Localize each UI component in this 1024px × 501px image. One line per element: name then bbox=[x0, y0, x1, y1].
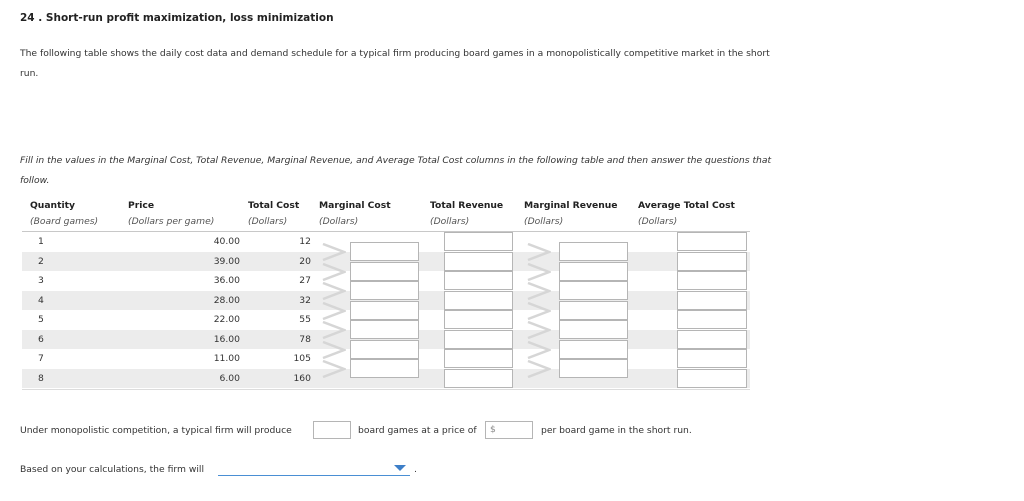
bracket-arrow-icon bbox=[322, 341, 346, 359]
total-cost-cell: 20 bbox=[299, 255, 311, 267]
instructions-text: Fill in the values in the Marginal Cost, Total Revenue, Marginal Revenue, and Average Total Cost columns in the following table and then answer the questions that follow. bbox=[20, 155, 772, 186]
total-revenue-input-2[interactable] bbox=[444, 252, 513, 271]
quantity-answer-input[interactable] bbox=[313, 421, 351, 439]
header-total-revenue-unit: (Dollars) bbox=[430, 216, 470, 227]
marginal-revenue-input-5[interactable] bbox=[559, 301, 628, 320]
quantity-cell: 8 bbox=[38, 372, 44, 384]
header-quantity: Quantity bbox=[30, 200, 76, 211]
dollar-sign: $ bbox=[490, 424, 496, 435]
total-cost-cell: 12 bbox=[299, 236, 311, 247]
price-cell: 36.00 bbox=[213, 275, 240, 286]
question1-prefix: Under monopolistic competition, a typical firm will produce bbox=[20, 425, 292, 436]
total-revenue-input-3[interactable] bbox=[444, 271, 513, 290]
marginal-revenue-input-8[interactable] bbox=[559, 359, 628, 378]
cost-table bbox=[22, 198, 750, 390]
price-cell: 11.00 bbox=[213, 353, 240, 364]
header-marginal-cost-unit: (Dollars) bbox=[319, 216, 359, 227]
price-cell: 16.00 bbox=[213, 333, 240, 345]
average-total-cost-input-6[interactable] bbox=[677, 330, 747, 349]
marginal-cost-input-7[interactable] bbox=[350, 340, 419, 359]
marginal-revenue-input-6[interactable] bbox=[559, 320, 628, 339]
marginal-cost-input-4[interactable] bbox=[350, 281, 419, 300]
marginal-revenue-input-7[interactable] bbox=[559, 340, 628, 359]
marginal-revenue-input-4[interactable] bbox=[559, 281, 628, 300]
total-revenue-input-6[interactable] bbox=[444, 330, 513, 349]
bracket-arrow-icon bbox=[527, 302, 551, 320]
question1-middle: board games at a price of bbox=[358, 425, 477, 436]
marginal-cost-input-8[interactable] bbox=[350, 359, 419, 378]
bracket-arrow-icon bbox=[527, 282, 551, 300]
intro-text: The following table shows the daily cost data and demand schedule for a typical firm producing board games in a monopolistically competitive market in the short run. bbox=[20, 48, 770, 79]
header-marginal-revenue-unit: (Dollars) bbox=[524, 216, 564, 227]
marginal-cost-input-3[interactable] bbox=[350, 262, 419, 281]
quantity-cell: 4 bbox=[38, 294, 44, 306]
total-revenue-input-1[interactable] bbox=[444, 232, 513, 251]
marginal-revenue-input-2[interactable] bbox=[559, 242, 628, 261]
total-cost-cell: 78 bbox=[299, 333, 311, 345]
total-cost-cell: 55 bbox=[299, 314, 311, 325]
question2-prefix: Based on your calculations, the firm will bbox=[20, 464, 205, 475]
average-total-cost-input-4[interactable] bbox=[677, 291, 747, 310]
total-revenue-input-5[interactable] bbox=[444, 310, 513, 329]
header-marginal-cost: Marginal Cost bbox=[319, 200, 391, 211]
bracket-arrow-icon bbox=[527, 360, 551, 378]
marginal-cost-input-5[interactable] bbox=[350, 301, 419, 320]
chevron-down-icon[interactable] bbox=[394, 465, 406, 471]
outcome-dropdown[interactable] bbox=[218, 459, 410, 476]
table-bottom-border bbox=[22, 389, 750, 390]
question2-period: . bbox=[414, 464, 417, 475]
header-total-cost-unit: (Dollars) bbox=[248, 216, 288, 227]
total-revenue-input-4[interactable] bbox=[444, 291, 513, 310]
bracket-arrow-icon bbox=[322, 243, 346, 261]
bracket-arrow-icon bbox=[527, 341, 551, 359]
bracket-arrow-icon bbox=[322, 321, 346, 339]
bracket-arrow-icon bbox=[322, 282, 346, 300]
average-total-cost-input-7[interactable] bbox=[677, 349, 747, 368]
header-average-total-cost: Average Total Cost bbox=[638, 200, 735, 211]
total-cost-cell: 160 bbox=[293, 372, 311, 384]
average-total-cost-input-8[interactable] bbox=[677, 369, 747, 388]
header-average-total-cost-unit: (Dollars) bbox=[638, 216, 678, 227]
average-total-cost-input-5[interactable] bbox=[677, 310, 747, 329]
marginal-revenue-input-3[interactable] bbox=[559, 262, 628, 281]
header-quantity-unit: (Board games) bbox=[30, 216, 99, 227]
header-total-cost: Total Cost bbox=[248, 200, 300, 211]
bracket-arrow-icon bbox=[322, 360, 346, 378]
bracket-arrow-icon bbox=[527, 321, 551, 339]
total-cost-cell: 105 bbox=[293, 353, 311, 364]
quantity-cell: 7 bbox=[38, 353, 44, 364]
bracket-arrow-icon bbox=[527, 263, 551, 281]
price-cell: 39.00 bbox=[213, 255, 240, 267]
total-revenue-input-7[interactable] bbox=[444, 349, 513, 368]
header-price-unit: (Dollars per game) bbox=[128, 216, 215, 227]
bracket-arrow-icon bbox=[322, 263, 346, 281]
total-cost-cell: 32 bbox=[299, 294, 311, 306]
average-total-cost-input-1[interactable] bbox=[677, 232, 747, 251]
price-cell: 22.00 bbox=[213, 314, 240, 325]
bracket-arrow-icon bbox=[527, 243, 551, 261]
header-total-revenue: Total Revenue bbox=[430, 200, 504, 211]
average-total-cost-input-2[interactable] bbox=[677, 252, 747, 271]
total-cost-cell: 27 bbox=[299, 275, 311, 286]
quantity-cell: 1 bbox=[38, 236, 44, 247]
marginal-cost-input-2[interactable] bbox=[350, 242, 419, 261]
quantity-cell: 5 bbox=[38, 314, 44, 325]
price-answer-input[interactable] bbox=[485, 421, 533, 439]
quantity-cell: 3 bbox=[38, 275, 44, 286]
price-cell: 6.00 bbox=[219, 372, 240, 384]
marginal-cost-input-6[interactable] bbox=[350, 320, 419, 339]
price-cell: 40.00 bbox=[213, 236, 240, 247]
total-revenue-input-8[interactable] bbox=[444, 369, 513, 388]
quantity-cell: 6 bbox=[38, 333, 44, 345]
question-title: 24 . Short-run profit maximization, loss minimization bbox=[20, 12, 334, 24]
header-marginal-revenue: Marginal Revenue bbox=[524, 200, 618, 211]
bracket-arrow-icon bbox=[322, 302, 346, 320]
average-total-cost-input-3[interactable] bbox=[677, 271, 747, 290]
price-cell: 28.00 bbox=[213, 294, 240, 306]
header-price: Price bbox=[128, 200, 155, 211]
quantity-cell: 2 bbox=[38, 255, 44, 267]
question1-suffix: per board game in the short run. bbox=[541, 425, 692, 436]
